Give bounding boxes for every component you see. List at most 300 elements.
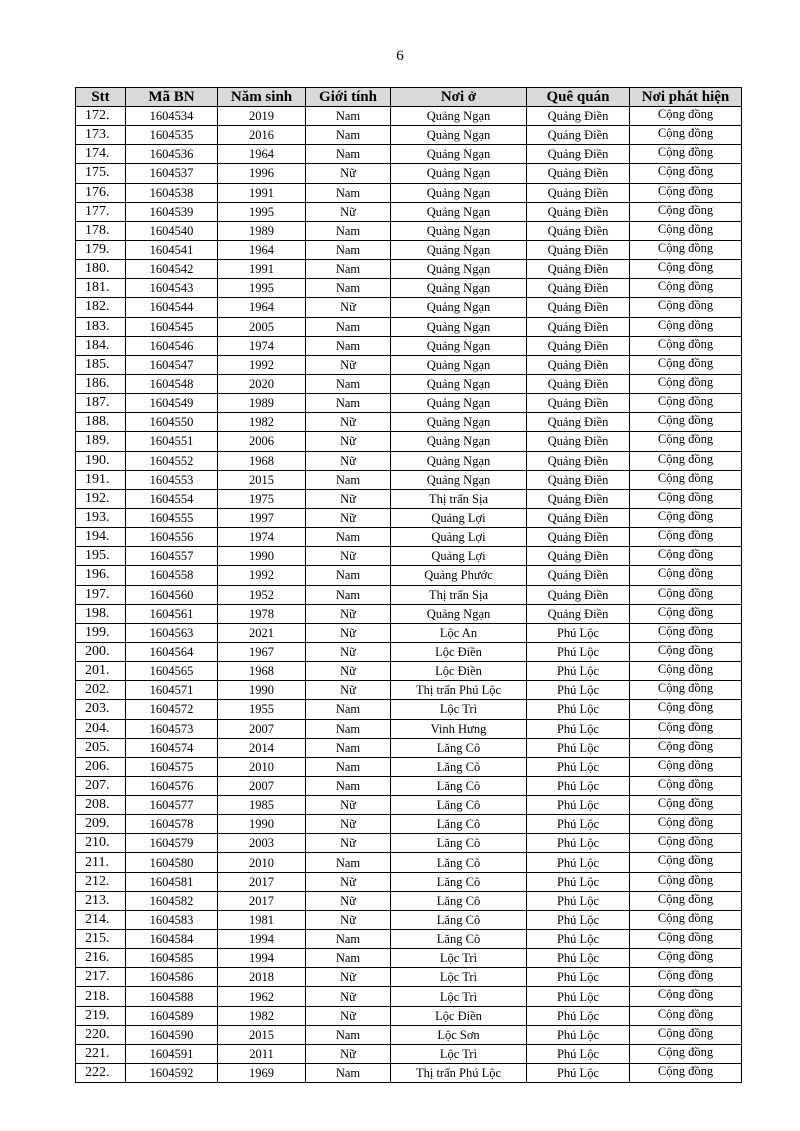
cell-ma-bn: 1604538 [126,183,218,202]
cell-noi-phat-hien: Cộng đồng [630,910,742,929]
cell-noi-o: Vinh Hưng [391,719,527,738]
cell-que-quan: Phú Lộc [527,949,630,968]
cell-gioi-tinh: Nam [306,719,391,738]
cell-que-quan: Phú Lộc [527,662,630,681]
cell-stt: 199. [76,623,126,642]
cell-que-quan: Phú Lộc [527,1064,630,1083]
cell-noi-phat-hien: Cộng đồng [630,547,742,566]
cell-noi-o: Quảng Ngạn [391,202,527,221]
cell-noi-phat-hien: Cộng đồng [630,891,742,910]
cell-gioi-tinh: Nam [306,107,391,126]
cell-ma-bn: 1604577 [126,796,218,815]
cell-nam-sinh: 1995 [218,202,306,221]
cell-stt: 180. [76,260,126,279]
cell-nam-sinh: 2021 [218,623,306,642]
cell-stt: 221. [76,1044,126,1063]
cell-stt: 173. [76,126,126,145]
cell-que-quan: Phú Lộc [527,623,630,642]
cell-stt: 200. [76,642,126,661]
cell-que-quan: Quảng Điền [527,374,630,393]
cell-que-quan: Quảng Điền [527,145,630,164]
cell-ma-bn: 1604574 [126,738,218,757]
cell-noi-phat-hien: Cộng đồng [630,585,742,604]
table-row [76,528,742,547]
cell-noi-phat-hien: Cộng đồng [630,1025,742,1044]
col-header-nam-sinh: Năm sinh [218,88,306,107]
cell-nam-sinh: 1991 [218,260,306,279]
cell-stt: 215. [76,930,126,949]
cell-ma-bn: 1604549 [126,394,218,413]
cell-que-quan: Phú Lộc [527,834,630,853]
table-row [76,738,742,757]
cell-que-quan: Quảng Điền [527,547,630,566]
cell-gioi-tinh: Nữ [306,202,391,221]
cell-ma-bn: 1604546 [126,336,218,355]
cell-noi-phat-hien: Cộng đồng [630,183,742,202]
cell-nam-sinh: 1968 [218,451,306,470]
cell-ma-bn: 1604575 [126,757,218,776]
cell-ma-bn: 1604563 [126,623,218,642]
cell-nam-sinh: 1985 [218,796,306,815]
cell-stt: 205. [76,738,126,757]
cell-que-quan: Phú Lộc [527,1025,630,1044]
cell-noi-o: Quảng Ngạn [391,221,527,240]
cell-gioi-tinh: Nữ [306,489,391,508]
table-row [76,126,742,145]
cell-gioi-tinh: Nữ [306,1006,391,1025]
cell-gioi-tinh: Nữ [306,432,391,451]
cell-noi-o: Quảng Lợi [391,528,527,547]
cell-nam-sinh: 1962 [218,987,306,1006]
cell-gioi-tinh: Nam [306,145,391,164]
cell-gioi-tinh: Nam [306,949,391,968]
cell-gioi-tinh: Nam [306,317,391,336]
cell-gioi-tinh: Nữ [306,681,391,700]
cell-gioi-tinh: Nữ [306,623,391,642]
table-row [76,547,742,566]
table-row [76,585,742,604]
cell-que-quan: Quảng Điền [527,317,630,336]
table-row [76,642,742,661]
cell-nam-sinh: 2010 [218,757,306,776]
cell-stt: 183. [76,317,126,336]
cell-gioi-tinh: Nữ [306,164,391,183]
cell-que-quan: Phú Lộc [527,776,630,795]
table-row [76,336,742,355]
table-row [76,298,742,317]
cell-que-quan: Quảng Điền [527,260,630,279]
cell-que-quan: Quảng Điền [527,221,630,240]
cell-ma-bn: 1604573 [126,719,218,738]
table-row [76,891,742,910]
cell-noi-phat-hien: Cộng đồng [630,700,742,719]
cell-noi-phat-hien: Cộng đồng [630,1006,742,1025]
col-header-gioi-tinh: Giới tính [306,88,391,107]
cell-ma-bn: 1604554 [126,489,218,508]
cell-noi-phat-hien: Cộng đồng [630,757,742,776]
cell-noi-o: Lộc Trì [391,700,527,719]
cell-ma-bn: 1604540 [126,221,218,240]
cell-ma-bn: 1604541 [126,240,218,259]
cell-que-quan: Quảng Điền [527,202,630,221]
cell-noi-phat-hien: Cộng đồng [630,394,742,413]
cell-noi-phat-hien: Cộng đồng [630,164,742,183]
cell-ma-bn: 1604583 [126,910,218,929]
cell-gioi-tinh: Nam [306,700,391,719]
cell-que-quan: Quảng Điền [527,585,630,604]
cell-ma-bn: 1604542 [126,260,218,279]
cell-noi-o: Quảng Ngạn [391,260,527,279]
cell-nam-sinh: 1969 [218,1064,306,1083]
table-row [76,240,742,259]
cell-que-quan: Phú Lộc [527,910,630,929]
cell-nam-sinh: 2017 [218,872,306,891]
cell-gioi-tinh: Nam [306,776,391,795]
cell-nam-sinh: 1968 [218,662,306,681]
cell-noi-o: Quảng Phước [391,566,527,585]
cell-nam-sinh: 1974 [218,336,306,355]
cell-gioi-tinh: Nữ [306,891,391,910]
cell-ma-bn: 1604576 [126,776,218,795]
table-row [76,834,742,853]
cell-noi-phat-hien: Cộng đồng [630,413,742,432]
cell-gioi-tinh: Nam [306,585,391,604]
cell-stt: 203. [76,700,126,719]
cell-nam-sinh: 1967 [218,642,306,661]
cell-gioi-tinh: Nam [306,394,391,413]
table-row [76,145,742,164]
cell-nam-sinh: 2016 [218,126,306,145]
cell-que-quan: Quảng Điền [527,451,630,470]
cell-gioi-tinh: Nữ [306,1044,391,1063]
cell-noi-o: Lăng Cô [391,910,527,929]
cell-noi-phat-hien: Cộng đồng [630,451,742,470]
cell-noi-o: Quảng Ngạn [391,394,527,413]
cell-nam-sinh: 2003 [218,834,306,853]
cell-que-quan: Phú Lộc [527,930,630,949]
cell-nam-sinh: 1992 [218,566,306,585]
cell-stt: 220. [76,1025,126,1044]
table-row [76,355,742,374]
table-row [76,202,742,221]
cell-nam-sinh: 1996 [218,164,306,183]
cell-nam-sinh: 1989 [218,221,306,240]
cell-gioi-tinh: Nam [306,853,391,872]
cell-noi-o: Thị trấn Phú Lộc [391,1064,527,1083]
cell-que-quan: Quảng Điền [527,604,630,623]
cell-gioi-tinh: Nữ [306,872,391,891]
table-row [76,260,742,279]
cell-noi-phat-hien: Cộng đồng [630,202,742,221]
cell-que-quan: Phú Lộc [527,891,630,910]
cell-ma-bn: 1604578 [126,815,218,834]
cell-ma-bn: 1604547 [126,355,218,374]
cell-gioi-tinh: Nam [306,126,391,145]
cell-noi-o: Quảng Ngạn [391,145,527,164]
table-row [76,107,742,126]
cell-stt: 196. [76,566,126,585]
cell-noi-o: Lăng Cô [391,930,527,949]
cell-noi-phat-hien: Cộng đồng [630,221,742,240]
cell-ma-bn: 1604590 [126,1025,218,1044]
cell-gioi-tinh: Nữ [306,547,391,566]
patient-table [75,87,742,1083]
cell-que-quan: Phú Lộc [527,757,630,776]
table-row [76,700,742,719]
cell-nam-sinh: 2007 [218,776,306,795]
cell-noi-o: Lộc Trì [391,987,527,1006]
cell-noi-o: Quảng Ngạn [391,126,527,145]
table-row [76,815,742,834]
col-header-ma-bn: Mã BN [126,88,218,107]
cell-nam-sinh: 1955 [218,700,306,719]
cell-noi-o: Quảng Ngạn [391,279,527,298]
cell-ma-bn: 1604535 [126,126,218,145]
cell-que-quan: Phú Lộc [527,968,630,987]
cell-nam-sinh: 2010 [218,853,306,872]
cell-noi-phat-hien: Cộng đồng [630,470,742,489]
cell-stt: 193. [76,508,126,527]
cell-noi-o: Lộc Trì [391,968,527,987]
cell-gioi-tinh: Nữ [306,796,391,815]
cell-que-quan: Phú Lộc [527,796,630,815]
cell-noi-o: Lộc Điền [391,1006,527,1025]
cell-noi-o: Quảng Ngạn [391,355,527,374]
cell-noi-phat-hien: Cộng đồng [630,279,742,298]
cell-noi-phat-hien: Cộng đồng [630,336,742,355]
cell-gioi-tinh: Nữ [306,910,391,929]
cell-noi-o: Quảng Ngạn [391,374,527,393]
cell-noi-o: Lăng Cô [391,738,527,757]
cell-que-quan: Phú Lộc [527,681,630,700]
cell-que-quan: Phú Lộc [527,700,630,719]
cell-stt: 181. [76,279,126,298]
cell-stt: 186. [76,374,126,393]
col-header-noi-phat-hien: Nơi phát hiện [630,88,742,107]
cell-noi-phat-hien: Cộng đồng [630,355,742,374]
cell-stt: 218. [76,987,126,1006]
col-header-noi-o: Nơi ở [391,88,527,107]
cell-ma-bn: 1604591 [126,1044,218,1063]
cell-gioi-tinh: Nữ [306,642,391,661]
cell-que-quan: Quảng Điền [527,183,630,202]
cell-stt: 214. [76,910,126,929]
cell-stt: 208. [76,796,126,815]
cell-noi-o: Quảng Ngạn [391,183,527,202]
cell-ma-bn: 1604581 [126,872,218,891]
cell-noi-phat-hien: Cộng đồng [630,719,742,738]
table-row [76,451,742,470]
cell-gioi-tinh: Nam [306,528,391,547]
cell-stt: 184. [76,336,126,355]
cell-nam-sinh: 1975 [218,489,306,508]
cell-noi-phat-hien: Cộng đồng [630,623,742,642]
cell-stt: 198. [76,604,126,623]
cell-ma-bn: 1604556 [126,528,218,547]
cell-noi-o: Quảng Ngạn [391,604,527,623]
cell-gioi-tinh: Nam [306,1064,391,1083]
cell-que-quan: Phú Lộc [527,719,630,738]
cell-nam-sinh: 2017 [218,891,306,910]
cell-nam-sinh: 1994 [218,930,306,949]
table-row [76,1044,742,1063]
table-row [76,872,742,891]
table-row [76,1006,742,1025]
cell-ma-bn: 1604534 [126,107,218,126]
table-row [76,968,742,987]
cell-gioi-tinh: Nam [306,336,391,355]
cell-gioi-tinh: Nam [306,260,391,279]
cell-nam-sinh: 1982 [218,413,306,432]
cell-ma-bn: 1604539 [126,202,218,221]
cell-noi-phat-hien: Cộng đồng [630,107,742,126]
cell-noi-phat-hien: Cộng đồng [630,1044,742,1063]
cell-noi-o: Lăng Cô [391,796,527,815]
cell-ma-bn: 1604555 [126,508,218,527]
cell-noi-o: Quảng Lợi [391,508,527,527]
cell-ma-bn: 1604571 [126,681,218,700]
table-header [76,88,742,107]
table-row [76,853,742,872]
cell-nam-sinh: 1981 [218,910,306,929]
cell-noi-o: Quảng Ngạn [391,451,527,470]
cell-gioi-tinh: Nam [306,240,391,259]
cell-noi-phat-hien: Cộng đồng [630,432,742,451]
cell-ma-bn: 1604565 [126,662,218,681]
cell-stt: 178. [76,221,126,240]
cell-gioi-tinh: Nữ [306,834,391,853]
cell-ma-bn: 1604572 [126,700,218,719]
cell-que-quan: Phú Lộc [527,738,630,757]
table-row [76,949,742,968]
table-row [76,776,742,795]
cell-nam-sinh: 2020 [218,374,306,393]
cell-stt: 217. [76,968,126,987]
cell-que-quan: Phú Lộc [527,872,630,891]
cell-ma-bn: 1604545 [126,317,218,336]
cell-noi-phat-hien: Cộng đồng [630,662,742,681]
table-row [76,413,742,432]
cell-stt: 189. [76,432,126,451]
cell-ma-bn: 1604585 [126,949,218,968]
cell-nam-sinh: 2015 [218,470,306,489]
cell-noi-phat-hien: Cộng đồng [630,298,742,317]
cell-que-quan: Quảng Điền [527,470,630,489]
cell-ma-bn: 1604557 [126,547,218,566]
cell-gioi-tinh: Nam [306,470,391,489]
table-row [76,930,742,949]
cell-ma-bn: 1604579 [126,834,218,853]
cell-noi-phat-hien: Cộng đồng [630,681,742,700]
cell-stt: 191. [76,470,126,489]
cell-stt: 207. [76,776,126,795]
cell-stt: 195. [76,547,126,566]
cell-ma-bn: 1604553 [126,470,218,489]
cell-stt: 212. [76,872,126,891]
table-row [76,317,742,336]
cell-que-quan: Phú Lộc [527,815,630,834]
cell-noi-phat-hien: Cộng đồng [630,987,742,1006]
cell-stt: 202. [76,681,126,700]
table-row [76,623,742,642]
cell-nam-sinh: 2014 [218,738,306,757]
cell-noi-o: Thị trấn Sịa [391,585,527,604]
cell-que-quan: Quảng Điền [527,566,630,585]
cell-stt: 174. [76,145,126,164]
cell-nam-sinh: 2019 [218,107,306,126]
cell-ma-bn: 1604589 [126,1006,218,1025]
table-row [76,796,742,815]
cell-noi-o: Lăng Cô [391,853,527,872]
cell-que-quan: Quảng Điền [527,394,630,413]
cell-ma-bn: 1604588 [126,987,218,1006]
table-row [76,164,742,183]
cell-que-quan: Quảng Điền [527,336,630,355]
cell-que-quan: Quảng Điền [527,508,630,527]
cell-que-quan: Quảng Điền [527,298,630,317]
cell-que-quan: Phú Lộc [527,853,630,872]
cell-nam-sinh: 1964 [218,145,306,164]
cell-noi-o: Quảng Ngạn [391,164,527,183]
cell-nam-sinh: 1989 [218,394,306,413]
cell-noi-phat-hien: Cộng đồng [630,1064,742,1083]
table-row [76,279,742,298]
cell-noi-phat-hien: Cộng đồng [630,930,742,949]
cell-noi-phat-hien: Cộng đồng [630,508,742,527]
cell-noi-o: Lăng Cô [391,776,527,795]
cell-gioi-tinh: Nam [306,183,391,202]
cell-nam-sinh: 1990 [218,547,306,566]
table-row [76,183,742,202]
cell-que-quan: Quảng Điền [527,413,630,432]
cell-noi-o: Lăng Cô [391,815,527,834]
cell-noi-o: Quảng Ngạn [391,336,527,355]
cell-nam-sinh: 1992 [218,355,306,374]
cell-noi-o: Lộc Điền [391,662,527,681]
col-header-que-quan: Quê quán [527,88,630,107]
cell-nam-sinh: 2005 [218,317,306,336]
cell-noi-o: Lộc An [391,623,527,642]
cell-stt: 194. [76,528,126,547]
table-row [76,374,742,393]
cell-noi-phat-hien: Cộng đồng [630,853,742,872]
cell-gioi-tinh: Nam [306,221,391,240]
cell-que-quan: Quảng Điền [527,489,630,508]
cell-ma-bn: 1604564 [126,642,218,661]
cell-nam-sinh: 1978 [218,604,306,623]
cell-nam-sinh: 1990 [218,681,306,700]
cell-ma-bn: 1604537 [126,164,218,183]
cell-gioi-tinh: Nữ [306,451,391,470]
cell-noi-o: Thị trấn Sịa [391,489,527,508]
cell-stt: 176. [76,183,126,202]
cell-ma-bn: 1604548 [126,374,218,393]
table-row [76,604,742,623]
page-number: 6 [396,48,404,64]
cell-gioi-tinh: Nữ [306,298,391,317]
cell-nam-sinh: 1982 [218,1006,306,1025]
cell-ma-bn: 1604582 [126,891,218,910]
cell-noi-phat-hien: Cộng đồng [630,489,742,508]
cell-que-quan: Phú Lộc [527,1044,630,1063]
cell-noi-o: Quảng Ngạn [391,317,527,336]
table-row [76,910,742,929]
cell-que-quan: Quảng Điền [527,432,630,451]
cell-nam-sinh: 1990 [218,815,306,834]
cell-que-quan: Phú Lộc [527,642,630,661]
cell-ma-bn: 1604580 [126,853,218,872]
cell-noi-o: Lộc Trì [391,1044,527,1063]
